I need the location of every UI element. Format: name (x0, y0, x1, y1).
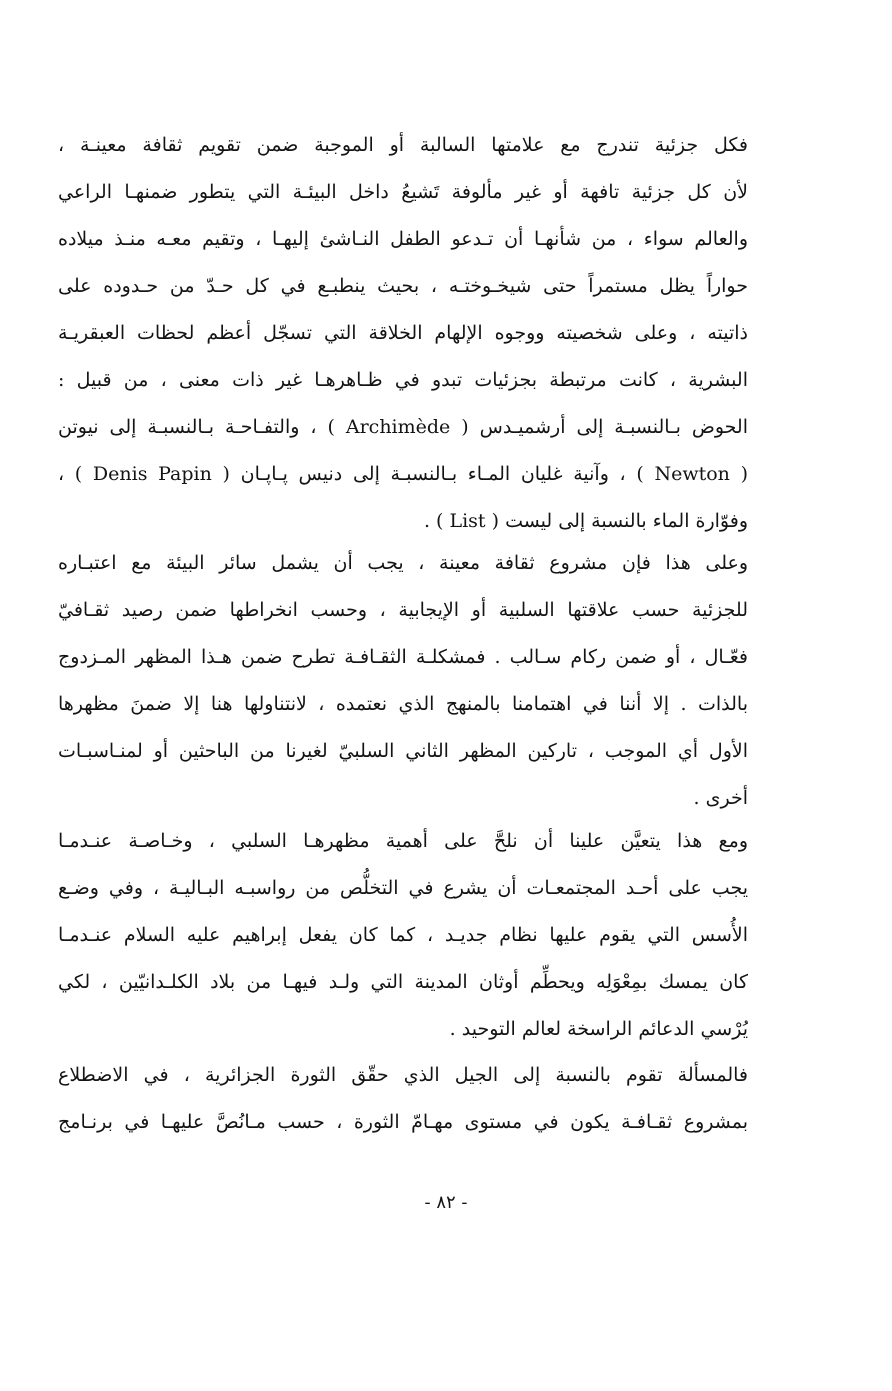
text-line: وفوّارة الماء بالنسبة إلى ليست ( List ) . (423, 510, 748, 532)
text-line: الحوض بـالنسبـة إلى أرشميـدس ( Archimède ) ، والتفـاحـة بـالنسبـة إلى نيوتن (58, 416, 748, 438)
page-number: - ٨٢ - (424, 1192, 468, 1213)
text-line: فالمسألة تقوم بالنسبة إلى الجيل الذي حقّق الثورة الجزائرية ، في الاضطلاع (58, 1064, 748, 1086)
text-line: ( Newton ) ، وآنية غليان المـاء بـالنسبـة إلى دنيس پـاپـان ( Denis Papin ) ، (58, 463, 748, 485)
text-line: فكل جزئية تندرج مع علامتها السالبة أو الموجبة ضمن تقويم ثقافة معينـة ، (58, 134, 748, 156)
paragraph-3 (58, 818, 748, 1053)
text-line: للجزئية حسب علاقتها السلبية أو الإيجابية ، وحسب انخراطها ضمن رصيد ثقـافيّ (58, 599, 748, 621)
text-line: بمشروع ثقـافـة يكون في مستوى مهـامّ الثورة ، حسب مـانُصَّ عليهـا في برنـامج (58, 1111, 748, 1133)
text-line: فعّـال ، أو ضمن ركام سـالب . فمشكلـة الثقـافـة تطرح ضمن هـذا المظهر المـزدوج (58, 646, 748, 668)
text-line: حواراً يظل مستمراً حتى شيخـوختـه ، بحيث ينطبـع في كل حـدّ من حـدوده على (58, 275, 748, 297)
text-line: أخرى . (693, 787, 748, 809)
text-line: ذاتيته ، وعلى شخصيته ووجوه الإلهام الخلاقة التي تسجّل أعظم لحظات العبقريـة (58, 322, 748, 344)
text-line: وعلى هذا فإن مشروع ثقافة معينة ، يجب أن يشمل سائر البيئة مع اعتبـاره (58, 552, 748, 574)
text-line: بالذات . إلا أننا في اهتمامنا بالمنهج الذي نعتمده ، لانتناولها هنا إلا ضمنَ مظهرها (58, 693, 748, 715)
text-line: البشرية ، كانت مرتبطة بجزئيات تبدو في ظـاهرهـا غير ذات معنى ، من قبيل : (58, 369, 748, 391)
text-line: الأُسس التي يقوم عليها نظام جديـد ، كما كان يفعل إبراهيم عليه السلام عنـدمـا (58, 924, 748, 946)
text-line: لأن كل جزئية تافهة أو غير مألوفة تَشيعُ داخل البيئـة التي يتطور ضمنهـا الراعي (58, 181, 748, 203)
paragraph-4 (58, 1052, 748, 1146)
text-line: ومع هذا يتعيَّن علينا أن نلحَّ على أهمية مظهرهـا السلبي ، وخـاصـة عنـدمـا (58, 830, 748, 852)
paragraph-1 (58, 122, 748, 545)
text-line: يُرْسي الدعائم الراسخة لعالم التوحيد . (449, 1018, 748, 1040)
text-line: والعالم سواء ، من شأنهـا أن تـدعو الطفل النـاشئ إليهـا ، وتقيم معـه منـذ ميلاده (58, 228, 748, 250)
text-line: يجب على أحـد المجتمعـات أن يشرع في التخلُّص من رواسبـه البـاليـة ، وفي وضـع (58, 877, 748, 899)
paragraph-2 (58, 540, 748, 822)
text-line: الأول أي الموجب ، تاركين المظهر الثاني السلبيّ لغيرنا من الباحثين أو لمنـاسبـات (58, 740, 748, 762)
text-line: كان يمسك بمِعْوَلِه ويحطِّم أوثان المدينة التي ولـد فيهـا من بلاد الكلـدانيّين ، لكي (58, 971, 748, 993)
